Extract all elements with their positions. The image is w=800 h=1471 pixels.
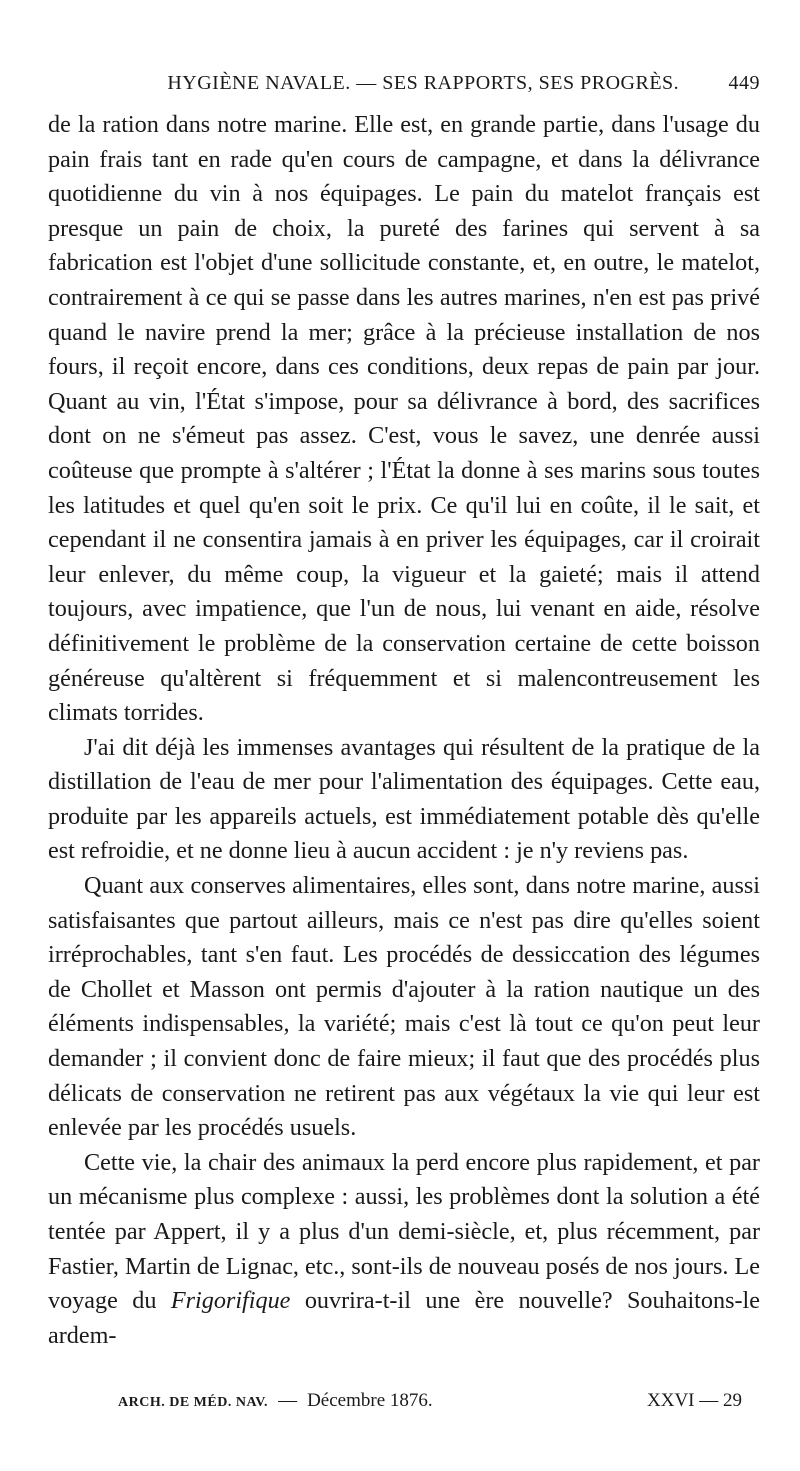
footer-separator: —	[278, 1390, 298, 1411]
footer-imprint	[118, 1390, 433, 1412]
paragraph-1: de la ration dans notre marine. Elle est, en grande partie, dans l'usage du pain frais tant en rade qu'en cours de campagne, et dans la délivrance quotidienne du vin à nos équipages. Le pain du matelot français est presque un pain de choix, la pureté des farines qui servent à sa fabrication est l'objet d'une sollicitude constante, et, en outre, le matelot, contrairement à ce qui se passe dans les autres marines, n'en est pas privé quand le navire prend la mer; grâce à la précieuse installation de nos fours, il reçoit encore, dans ces conditions, deux repas de pain par jour. Quant au vin, l'État s'impose, pour sa délivrance à bord, des sacrifices dont on ne s'émeut pas assez. C'est, vous le savez, une denrée aussi coûteuse que prompte à s'altérer ; l'État la donne à ses marins sous toutes les latitudes et quel qu'en soit le prix. Ce qu'il lui en coûte, il le sait, et cependant il ne consentira jamais à en priver les équipages, car il croirait leur enlever, du même coup, la vigueur et la gaieté; mais il attend toujours, avec impatience, que l'un de nous, lui venant en aide, résolve définitivement le problème de la conservation certaine de cette boisson généreuse qu'altèrent si fréquemment et si malencontreusement les climats torrides.	[48, 111, 760, 727]
page-footer	[118, 1390, 742, 1412]
issue-date: Décembre 1876.	[307, 1390, 433, 1411]
body-text	[48, 108, 760, 1353]
paragraph-4-tail: ouvrira-t-il une ère nouvelle? Souhaitons-le ardem-	[48, 1287, 760, 1349]
paragraph-4-text: Cette vie, la chair des animaux la perd encore plus rapidement, et par un mécanisme plus complexe : aussi, les problèmes dont la solution a été tentée par Appert, il y a plus d'un demi-siècle, et, plus récemment, par Fastier, Martin de Lignac, etc., sont-ils de nouveau posés de nos jours. Le voyage du	[48, 1148, 760, 1315]
page-number: 449	[728, 72, 760, 94]
paragraph-2: J'ai dit déjà les immenses avantages qui résultent de la pratique de la distillation de l'eau de mer pour l'alimentation des équipages. Cette eau, produite par les appareils actuels, est immédiatement potable dès qu'elle est refroidie, et ne donne lieu à aucun accident : je n'y reviens pas.	[48, 733, 760, 865]
ship-name: Frigorifique	[170, 1287, 291, 1315]
journal-abbreviation: ARCH. DE MÉD. NAV.	[118, 1395, 269, 1410]
paragraph-3: Quant aux conserves alimentaires, elles sont, dans notre marine, aussi satisfaisantes que partout ailleurs, mais ce n'est pas dire qu'elles soient irréprochables, tant s'en faut. Les procédés de dessiccation des légumes de Chollet et Masson ont permis d'ajouter à la ration nautique un des éléments indispensables, la variété; mais c'est là tout ce qu'on peut leur demander ; il convient donc de faire mieux; il faut que des procédés plus délicats de conservation ne retirent pas aux végétaux la vie qui leur est enlevée par les procédés usuels.	[48, 872, 760, 1142]
running-header	[48, 72, 760, 108]
signature-mark: XXVI — 29	[647, 1390, 742, 1411]
running-title: HYGIÈNE NAVALE. — SES RAPPORTS, SES PROGRÈS.	[167, 72, 680, 94]
paragraph-4	[48, 1146, 760, 1354]
